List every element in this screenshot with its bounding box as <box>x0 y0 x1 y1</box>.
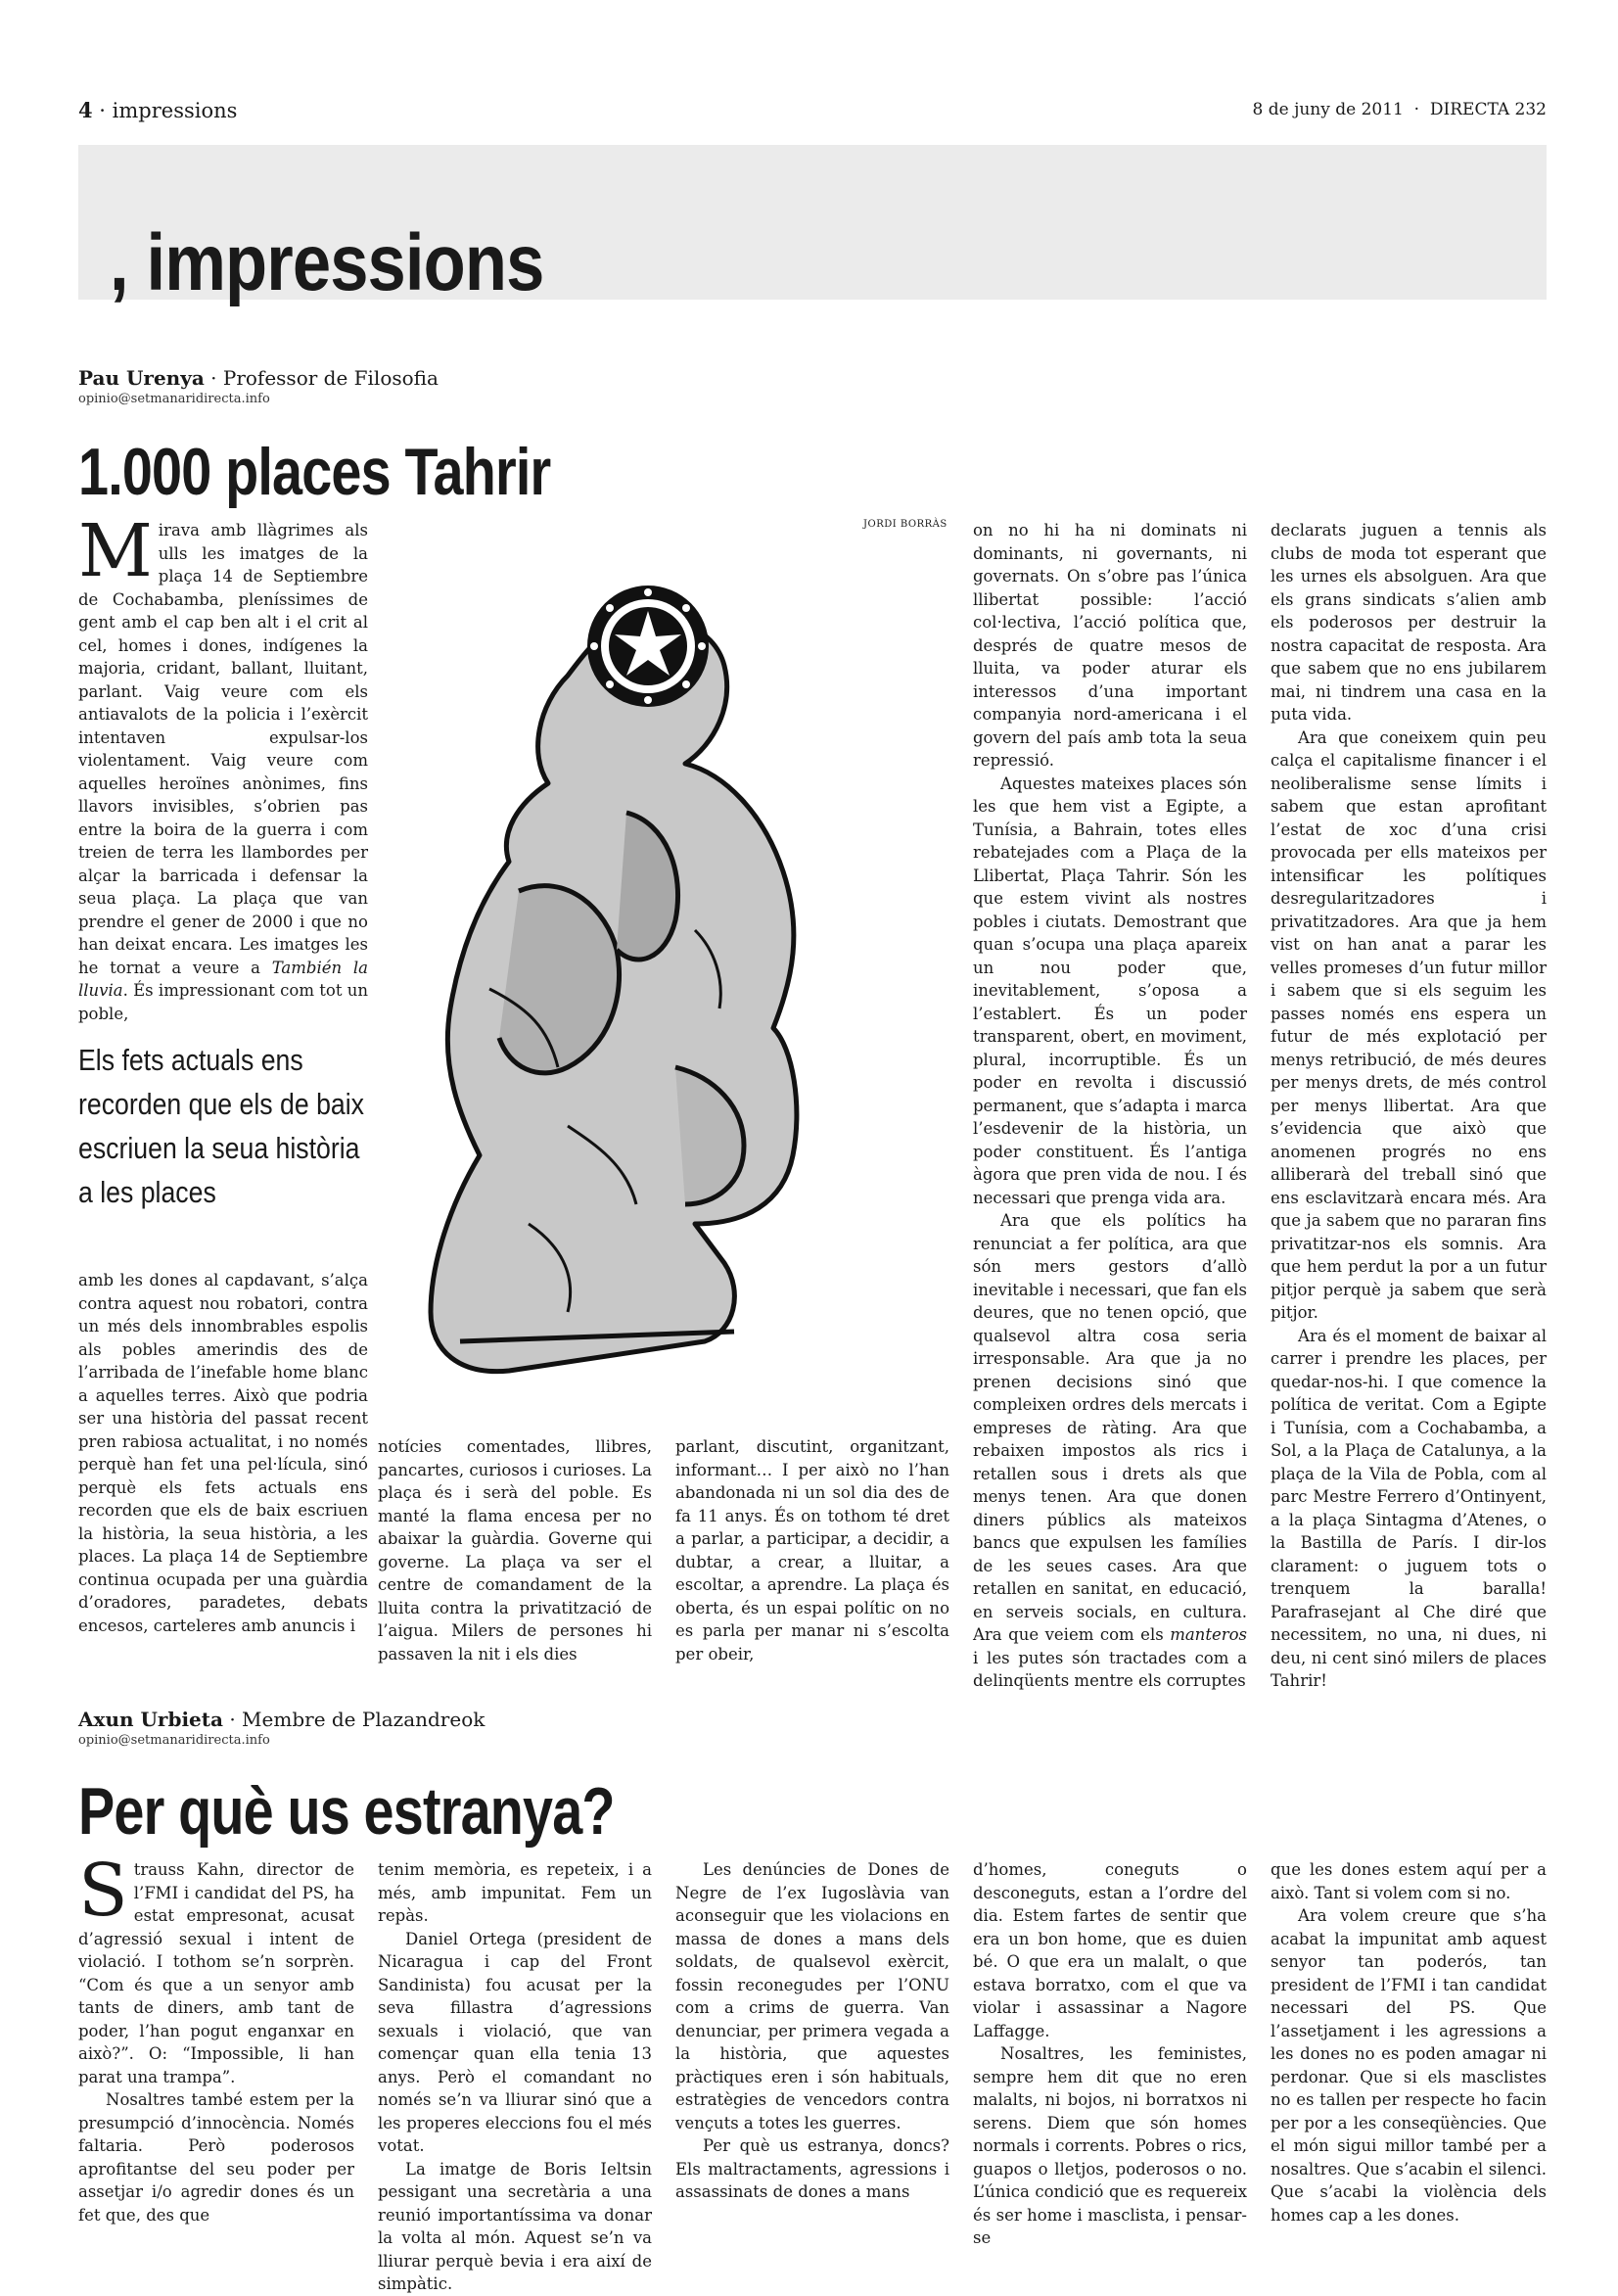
article1-col3 <box>675 1435 949 1665</box>
article1-col3-text: parlant, discutint, organitzant, informant… I per això no l’han abandonada ni un sol dia des de fa 11 anys. És on tothom té dret a parlar, a participar, a decidir, a dubtar, a crear, a lluitar, a escoltar, a aprendre. La plaça és oberta, és un espai polític on no es parla per manar ni s’escolta per obeir, <box>675 1437 949 1663</box>
article1-col4-p3-end: i les putes són tractades com a delinqüents mentre els corruptes <box>973 1648 1247 1690</box>
issue-date: 8 de juny de 2011 <box>1252 100 1404 119</box>
article2-col5-p2: Ara volem creure que s’ha acabat la impunitat amb aquest senyor tan poderós, tan president de l’FMI i tan candidat necessari del PS. Que l’assetjament i les agressions a les dones no es poden amagar ni perdonar. Que si els masclistes no es tallen per respecte ho facin per por a les conseqüències. Que el món sigui millor també per a nosaltres. Que s’acabin el silenci. Que s’acabi la violència dels homes cap a les dones. <box>1271 1906 1547 2225</box>
article1-col4-p2: Aquestes mateixes places són les que hem vist a Egipte, a Tunísia, a Bahrain, totes elles rebatejades com a Plaça de la Llibertat, Plaça Tahrir. Són les que estem vivint als nostres pobles i ciutats. Demostrant que quan s’ocupa una plaça apareix un nou poder que, inevitablement, s’oposa a l’establert. És un poder transparent, obert, en moviment, plural, incorruptible. És un poder en revolta i discussió permanent, que s’adapta i marca l’esdevenir de la història, un poder constituent. És l’antiga àgora que pren vida de nou. I és necessari que prenga vida ara. <box>973 773 1247 1207</box>
article2-col1 <box>78 1849 354 2226</box>
article1-col5 <box>1271 519 1547 1693</box>
issue-info: 8 de juny de 2011 · DIRECTA 232 <box>1252 100 1547 119</box>
article1-col2-text: notícies comentades, llibres, pancartes, curiosos i curioses. La plaça és i serà del poble. Es manté la flama encesa per no abaixar la guàrdia. Governe qui governe. La plaça va ser el centre de comandament de la lluita contra la privatització de l’aigua. Milers de persones hi passaven la nit i els dies <box>378 1437 652 1663</box>
article1-col4-p3 <box>973 1209 1247 1693</box>
page-folio: 4 · impressions <box>78 98 238 122</box>
article2-author: Axun Urbieta <box>78 1708 223 1731</box>
photo-credit: JORDI BORRÀS <box>863 519 948 530</box>
article1-col4-p1: on no hi ha ni dominats ni dominants, ni governants, ni governats. On s’obre pas l’única llibertat possible: l’acció col·lectiva, l’acció política que, després de quatre mesos de lluita, va poder aturar els interessos d’una important companyia nord-americana i el govern del país amb tota la seua repressió. <box>973 521 1247 770</box>
article1-col1-text-end: . És impressionant com tot un poble, <box>78 981 368 1023</box>
article2-col2 <box>378 1858 652 2296</box>
article1-title: 1.000 places Tahrir <box>78 435 551 509</box>
article1-col1b-text: amb les dones al capdavant, s’alça contra aquest nou robatori, contra un més dels innombrables espolis als pobles amerindis des de l’arribada de l’inefable home blanc a aquelles terres. Això que podria ser una història del passat recent pren rabiosa actualitat, i no només perquè han fet una pel·lícula, sinó perquè els fets actuals ens recorden que els de baix escriuen la història, la seua història, a les places. La plaça 14 de Septiembre continua ocupada per una guàrdia d’oradores, paradetes, debats encesos, carteleres amb anuncis i <box>78 1271 368 1635</box>
article2-col4-p1: d’homes, coneguts o desconeguts, estan a l’ordre del dia. Estem fartes de sentir que era un bon home, que es duien bé. O que era un malalt, o que estava borratxo, com el que va violar i assassinar a Nagore Laffagge. <box>973 1860 1247 2040</box>
article2-col1-p1: trauss Kahn, director de l’FMI i candidat del PS, ha estat empresonat, acusat d’agressió sexual i intent de violació. I tothom se’n sorprèn. “Com és que a un senyor amb tants de diners, amb tant de poder, l’han pogut enganxar en això?”. O: “Impossible, li han parat una trampa”. <box>78 1860 354 2086</box>
article1-role: Professor de Filosofia <box>222 366 439 390</box>
article2-dropcap: S <box>78 1849 128 1933</box>
article2-title: Per què us estranya? <box>78 1774 615 1849</box>
article2-col2-p1: tenim memòria, es repeteix, i a més, amb impunitat. Fem un repàs. <box>378 1860 652 1925</box>
article1-col1-text: irava amb llàgrimes als ulls les imatges de la plaça 14 de Septiembre de Cochabamba, pleníssimes de gent amb el cap ben alt i el crit al cel, homes i dones, indígenes la majoria, cridant, ballant, lluitant, parlant. Vaig veure com els antiavalots de la policia i l’exèrcit intentaven expulsar-los violentament. Vaig veure com aquelles heroïnes anònimes, fins llavors invisibles, s’obrien pas entre la boira de la guerra i com treien de terra les llambordes per alçar la barricada i defensar la seua plaça. La plaça que van prendre el gener de 2000 i que no han deixat encara. Les imatges les he tornat a veure a <box>78 521 368 977</box>
article2-col5 <box>1271 1858 1547 2226</box>
article1-author: Pau Urenya <box>78 366 205 390</box>
article1-col4-italic: manteros <box>1170 1625 1247 1644</box>
article2-byline: Axun Urbieta · Membre de Plazandreok <box>78 1708 485 1731</box>
article2-col5-p1: que les dones estem aquí per a això. Tant si volem com si no. <box>1271 1860 1547 1902</box>
article2-col1-p2: Nosaltres també estem per la presumpció d’innocència. Només faltaria. Però poderosos aprofitantse del seu poder per assetjar i/o agredir dones és un fet que, des que <box>78 2090 354 2225</box>
publication-name: DIRECTA 232 <box>1429 100 1547 119</box>
article1-col2 <box>378 1435 652 1665</box>
article1-dropcap: M <box>78 509 153 593</box>
article2-col4-p2: Nosaltres, les feministes, sempre hem dit que no eren malalts, ni bojos, ni borratxos ni serens. Diem que són homes normals i corrents. Pobres o rics, guapos o lletjos, poderosos o no. L’única condició que es requereix és ser home i masclista, i pensar-se <box>973 2044 1247 2247</box>
article1-col5-p1: declarats juguen a tennis als clubs de moda tot esperant que les urnes els absolguen. Ara que els grans sindicats s’alien amb els poderosos per destruir la nostra capacitat de resposta. Ara que sabem que no ens jubilarem mai, ni tindrem una casa en la puta vida. <box>1271 521 1547 724</box>
article2-col4 <box>973 1858 1247 2250</box>
article2-col2-p3: La imatge de Boris Ieltsin pessigant una secretària a una reunió importantíssima va donar la volta al món. Aquest se’n va lliurar perquè bevia i era així de simpàtic. <box>378 2159 652 2293</box>
article2-col3 <box>675 1858 949 2204</box>
article1-email: opinio@setmanaridirecta.info <box>78 392 270 406</box>
article1-col1b <box>78 1269 368 1637</box>
article2-col3-p2: Per què us estranya, doncs? Els maltractaments, agressions i assassinats de dones a mans <box>675 2136 949 2201</box>
section-label: impressions <box>112 99 238 122</box>
running-header <box>78 98 1547 127</box>
page-number: 4 <box>78 98 93 122</box>
pull-quote: Els fets actuals ens recorden que els de baix escriuen la seua història a les places <box>78 1043 364 1209</box>
article2-col3-p1: Les denúncies de Dones de Negre de l’ex Iugoslàvia van aconseguir que les violacions en massa de dones a mans dels soldats, de qualsevol exèrcit, fossin reconegudes per l’ONU com a crims de guerra. Van denunciar, per primera vegada a la història, que aquestes pràctiques eren i són habituals, estratègies de vencedors contra vençuts a totes les guerres. <box>675 1860 949 2132</box>
section-title: , impressions <box>110 218 544 307</box>
article1-col4 <box>973 519 1247 1693</box>
article1-col5-p2: Ara que coneixem quin peu calça el capitalisme financer i el neoliberalisme sense límits i sabem que estan aprofitant l’estat de xoc d’una crisi provocada per ells mateixos per intensificar les polítiques desregularitzadores i privatitzadores. Ara que ja hem vist on han anat a parar les velles promeses d’un futur millor i sabem que si els seguim les passes només ens espera un futur de més explotació per menys retribució, de més deures per menys drets, de més control per menys llibertat. Ara que s’evidencia que això que anomenen progrés no ens alliberarà del treball sinó que ens esclavitzarà encara més. Ara que ja sabem que no pararan fins privatitzar-nos els somnis. Ara que hem perdut la por a un futur pitjor perquè ja sabem que serà pitjor. <box>1271 727 1547 1322</box>
article2-email: opinio@setmanaridirecta.info <box>78 1733 270 1748</box>
article1-film-title: También la lluvia <box>78 958 368 1000</box>
article1-col5-p3: Ara és el moment de baixar al carrer i prendre les places, per quedar-nos-hi. I que comence la política de veritat. Com a Egipte i Tunísia, com a Cochabamba, a Sol, a la Plaça de Catalunya, a la plaça de la Vila de Pobla, com al parc Mestre Ferrero d’Ontinyent, a la plaça Sintagma d’Atenes, o la Bastilla de París. I dir-los clarament: o juguem tots o trenquem la baralla! Parafrasejant al Che diré que necessitem, no una, ni dues, ni deu, ni cent sinó milers de places Tahrir! <box>1271 1326 1547 1690</box>
article1-col4-p3-text: Ara que els polítics ha renunciat a fer política, ara que són mers gestors d’allò inevitable i necessari, que fan els deures, que no tenen opció, que qualsevol altra cosa seria irresponsable. Ara que ja no prenen decisions sinó que compleixen ordres dels mercats i empreses de ràting. Ara que rebaixen impostos als rics i retallen sous i drets als que menys tenen. Ara que donen diners públics als mateixos bancs que expulsen les famílies de les seues cases. Ara que retallen en sanitat, en educació, en serveis socials, en cultura. Ara que veiem com els <box>973 1211 1247 1644</box>
article1-byline: Pau Urenya · Professor de Filosofia <box>78 366 439 390</box>
article1-col1 <box>78 509 368 1025</box>
thinker-illustration <box>372 519 949 1400</box>
article2-col2-p2: Daniel Ortega (president de Nicaragua i cap del Front Sandinista) fou acusat per la seva fillastra d’agressions sexuals i violació, que van començar quan ella tenia 13 anys. Però el comandant no només se’n va lliurar sinó que a les properes eleccions fou el més votat. <box>378 1929 652 2155</box>
article2-role: Membre de Plazandreok <box>242 1708 485 1731</box>
